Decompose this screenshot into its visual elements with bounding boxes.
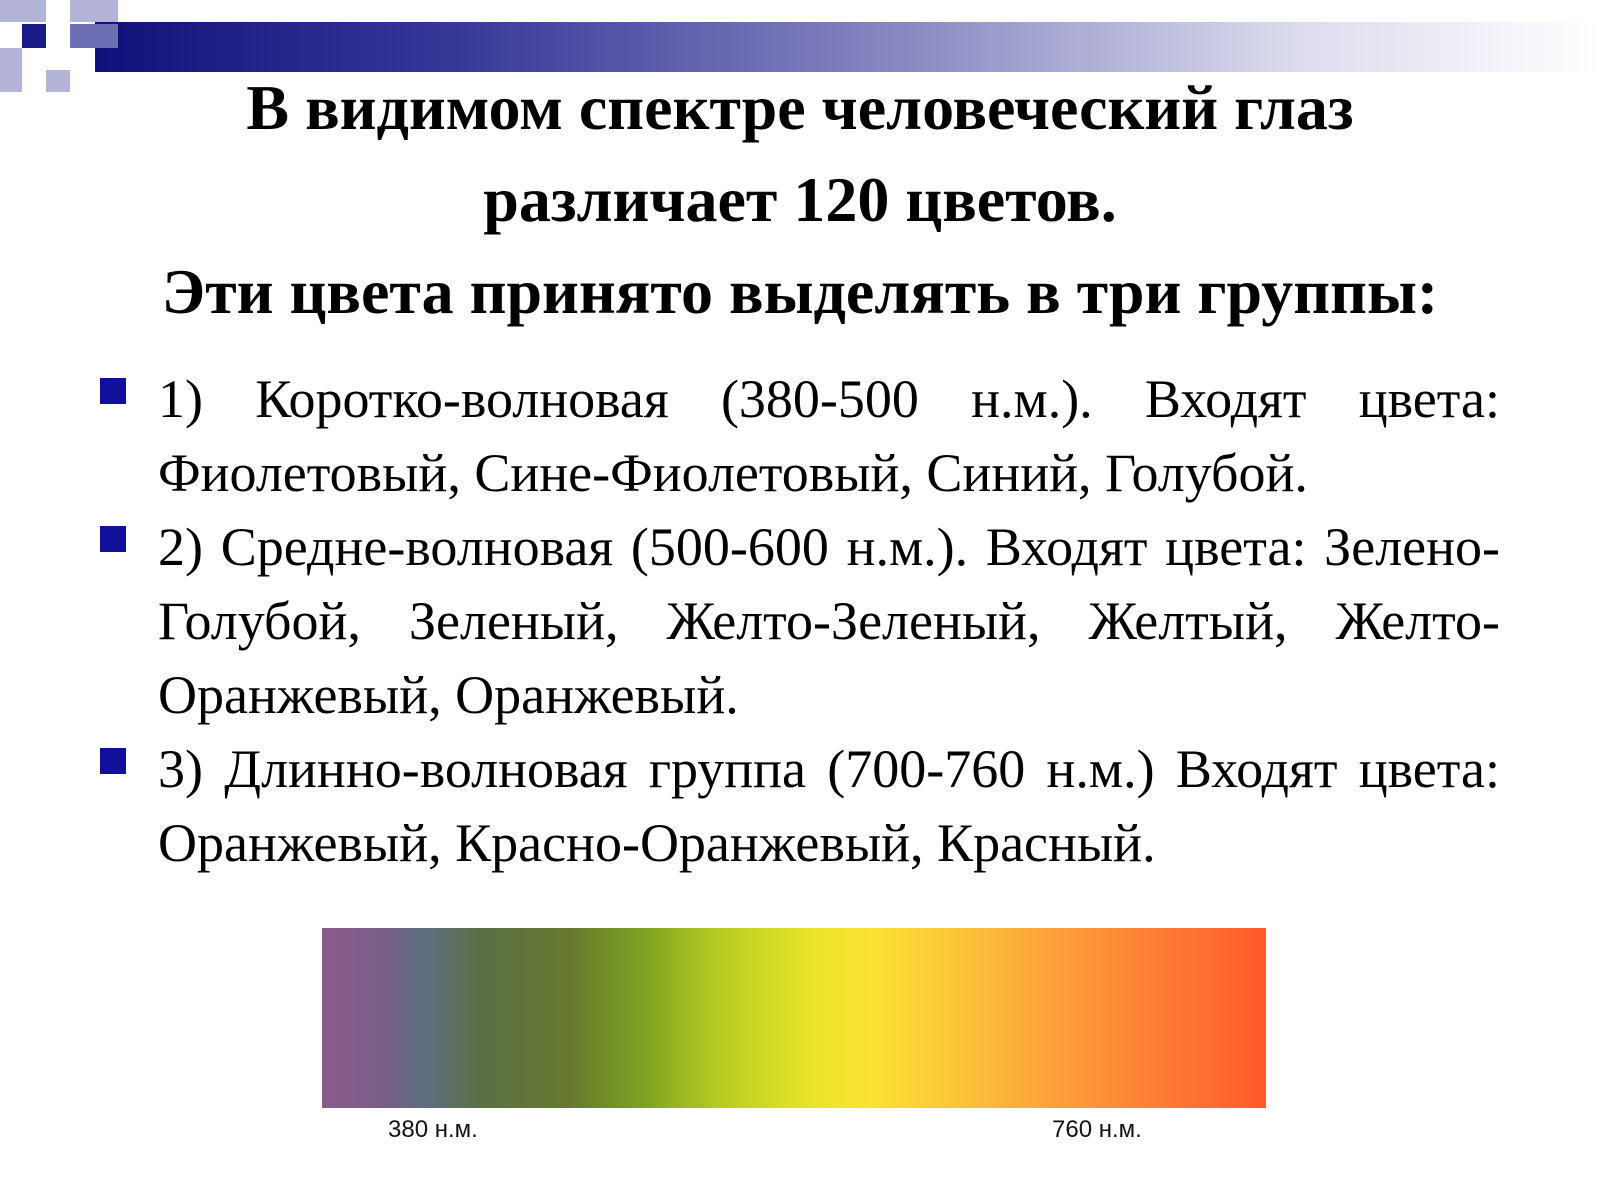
list-item-text: 1) Коротко-волновая (380-500 н.м.). Входят цвета: Фиолетовый, Сине-Фиолетовый, Синий, Голубой. (158, 369, 1500, 503)
color-groups-list (100, 362, 1500, 880)
list-item (100, 510, 1500, 732)
spectrum-min-label: 380 н.м. (388, 1116, 478, 1143)
header-decor-square (0, 48, 22, 92)
spectrum-max-label: 760 н.м. (1052, 1116, 1142, 1143)
list-item-text: 2) Средне-волновая (500-600 н.м.). Входят цвета: Зелено-Голубой, Зеленый, Желто-Зеленый, Желтый, Желто-Оранжевый, Оранжевый. (158, 517, 1500, 725)
slide-title (40, 62, 1560, 338)
title-line-3: Эти цвета принято выделять в три группы: (161, 256, 1439, 327)
header-decor-square (70, 0, 118, 22)
square-bullet-icon (100, 526, 126, 552)
square-bullet-icon (100, 748, 126, 774)
list-item-text: 3) Длинно-волновая группа (700-760 н.м.) Входят цвета: Оранжевый, Красно-Оранжевый, Красный. (158, 739, 1500, 873)
title-line-2: различает 120 цветов. (483, 164, 1117, 235)
header-decor-square (70, 24, 118, 48)
header-decor-square (0, 0, 46, 22)
visible-spectrum-image (322, 928, 1266, 1108)
list-item (100, 362, 1500, 510)
square-bullet-icon (100, 378, 126, 404)
list-item (100, 732, 1500, 880)
header-decor-square (22, 24, 46, 48)
title-line-1: В видимом спектре человеческий глаз (246, 72, 1354, 143)
